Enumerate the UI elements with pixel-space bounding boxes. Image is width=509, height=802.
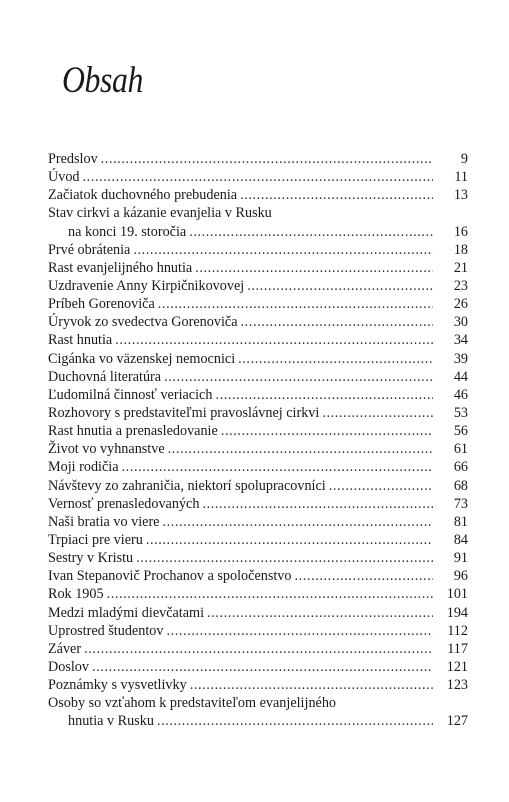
toc-page-number: 26 xyxy=(453,296,468,313)
toc-entry xyxy=(48,350,468,368)
toc-entry xyxy=(48,604,468,622)
toc-entry-label: Rok 1905 xyxy=(48,586,104,603)
toc-entry xyxy=(48,549,468,567)
toc-entry xyxy=(48,313,468,331)
toc-entry xyxy=(48,477,468,495)
toc-page-number: 53 xyxy=(453,404,468,421)
toc-page-number: 16 xyxy=(453,223,468,240)
toc-entry-label: Príbeh Gorenoviča xyxy=(48,296,155,313)
toc-page-number: 81 xyxy=(453,513,468,530)
toc-leader-dots xyxy=(166,622,433,640)
toc-entry xyxy=(48,531,468,549)
toc-entry xyxy=(48,259,468,277)
toc-page-number: 44 xyxy=(453,368,468,385)
toc-page-number: 61 xyxy=(453,441,468,458)
toc-leader-dots xyxy=(146,531,433,549)
toc-entry xyxy=(48,386,468,404)
toc-leader-dots xyxy=(221,422,433,440)
toc-entry-label: Medzi mladými dievčatami xyxy=(48,604,205,621)
toc-page-number: 46 xyxy=(453,386,468,403)
toc-leader-dots xyxy=(329,477,433,495)
toc-entry xyxy=(48,295,468,313)
toc-entry-label: Prvé obrátenia xyxy=(48,241,131,258)
toc-entry-label: Osoby so vzťahom k predstaviteľom evanjelijného xyxy=(48,695,337,712)
toc-entry-label: Doslov xyxy=(48,658,89,675)
toc-entry-label: Úvod xyxy=(48,169,80,186)
toc-entry xyxy=(48,440,468,458)
toc-entry xyxy=(48,622,468,640)
toc-leader-dots xyxy=(168,440,433,458)
toc-leader-dots xyxy=(84,640,433,658)
toc-entry xyxy=(48,186,468,204)
toc-page-number: 194 xyxy=(446,604,468,621)
toc-leader-dots xyxy=(240,186,433,204)
toc-leader-dots xyxy=(241,313,434,331)
toc-leader-dots xyxy=(322,404,433,422)
page-title: Obsah xyxy=(62,60,143,101)
toc-leader-dots xyxy=(164,368,433,386)
toc-entry-label: Život vo vyhnanstve xyxy=(48,441,165,458)
toc-leader-dots xyxy=(107,585,433,603)
toc-entry-label: Návštevy zo zahraničia, niektorí spolupracovníci xyxy=(48,477,326,494)
toc-entry xyxy=(48,223,468,241)
toc-entry xyxy=(48,658,468,676)
toc-leader-dots xyxy=(202,495,433,513)
toc-entry-label: Duchovná literatúra xyxy=(48,368,162,385)
toc-entry xyxy=(48,458,468,476)
toc-entry xyxy=(48,712,468,730)
toc-leader-dots xyxy=(195,259,433,277)
toc-entry-label: Stav cirkvi a kázanie evanjelia v Rusku xyxy=(48,205,272,222)
toc-entry-label: Úryvok zo svedectva Gorenoviča xyxy=(48,314,238,331)
toc-page-number: 23 xyxy=(453,277,468,294)
toc-page-number: 21 xyxy=(453,259,468,276)
toc-entry-label: Rast evanjelijného hnutia xyxy=(48,259,193,276)
toc-page-number: 66 xyxy=(453,459,468,476)
toc-entry-label: Rast hnutia xyxy=(48,332,113,349)
toc-entry-label: Predslov xyxy=(48,151,98,167)
toc-leader-dots xyxy=(207,604,433,622)
toc-entry-label: Trpiaci pre vieru xyxy=(48,531,143,548)
toc-entry-label: Začiatok duchovného prebudenia xyxy=(48,187,238,204)
toc-page-number: 127 xyxy=(446,713,468,730)
toc-entry-label: Ľudomilná činnosť veriacich xyxy=(48,386,213,403)
toc-page-number: 56 xyxy=(453,423,468,440)
toc-entry xyxy=(48,495,468,513)
toc-leader-dots xyxy=(215,386,433,404)
toc-page-number: 121 xyxy=(446,658,468,675)
toc-entry-label: Uzdravenie Anny Kirpičnikovovej xyxy=(48,277,245,294)
toc-page-number: 112 xyxy=(447,622,468,639)
toc-entry-label: Ivan Stepanovič Prochanov a spoločenstvo xyxy=(48,568,292,585)
toc-page-number: 84 xyxy=(453,531,468,548)
toc-leader-dots xyxy=(92,658,433,676)
toc-entry-label: Cigánka vo väzenskej nemocnici xyxy=(48,350,236,367)
toc-entry-line1 xyxy=(48,204,468,222)
toc-page-number: 117 xyxy=(447,640,468,657)
toc-entry-label: Rast hnutia a prenasledovanie xyxy=(48,423,218,440)
toc-page-number: 91 xyxy=(453,550,468,567)
toc-entry-label: Vernosť prenasledovaných xyxy=(48,495,200,512)
toc-entry-label: Rozhovory s predstaviteľmi pravoslávnej cirkvi xyxy=(48,404,320,421)
toc-entry xyxy=(48,368,468,386)
toc-leader-dots xyxy=(157,712,433,730)
toc-leader-dots xyxy=(101,150,433,168)
toc-entry xyxy=(48,150,468,168)
toc-page-number: 73 xyxy=(453,495,468,512)
toc-entry xyxy=(48,422,468,440)
toc-leader-dots xyxy=(158,295,433,313)
toc-entry-label-cont: na konci 19. storočia xyxy=(68,223,187,240)
toc-page-number: 68 xyxy=(453,477,468,494)
toc-page-number: 34 xyxy=(453,332,468,349)
toc-page-number: 13 xyxy=(453,187,468,204)
toc-entry xyxy=(48,567,468,585)
toc-entry-label: Moji rodičia xyxy=(48,459,119,476)
toc-page-number: 30 xyxy=(453,314,468,331)
toc-entry-label: Záver xyxy=(48,640,82,657)
toc-entry xyxy=(48,241,468,259)
toc-page-number: 11 xyxy=(454,169,468,186)
toc-entry xyxy=(48,331,468,349)
toc-leader-dots xyxy=(190,676,433,694)
toc-entry xyxy=(48,168,468,186)
toc-entry xyxy=(48,277,468,295)
table-of-contents xyxy=(48,150,468,731)
toc-page-number: 9 xyxy=(460,151,468,167)
toc-entry xyxy=(48,640,468,658)
toc-page-number: 96 xyxy=(453,568,468,585)
toc-entry xyxy=(48,585,468,603)
toc-leader-dots xyxy=(115,331,433,349)
toc-entry xyxy=(48,513,468,531)
toc-leader-dots xyxy=(238,350,433,368)
toc-page-number: 18 xyxy=(453,241,468,258)
toc-leader-dots xyxy=(189,223,433,241)
toc-page-number: 39 xyxy=(453,350,468,367)
toc-entry-line1 xyxy=(48,694,468,712)
toc-leader-dots xyxy=(162,513,433,531)
toc-entry-label: Uprostred študentov xyxy=(48,622,164,639)
toc-leader-dots xyxy=(295,567,434,585)
toc-entry-label: Sestry v Kristu xyxy=(48,550,134,567)
toc-leader-dots xyxy=(136,549,433,567)
toc-leader-dots xyxy=(247,277,433,295)
toc-entry-label-cont: hnutia v Rusku xyxy=(68,713,154,730)
toc-leader-dots xyxy=(122,458,433,476)
toc-leader-dots xyxy=(133,241,433,259)
toc-entry xyxy=(48,676,468,694)
toc-entry xyxy=(48,404,468,422)
toc-entry-label: Poznámky s vysvetlivky xyxy=(48,677,187,694)
toc-entry-label: Naši bratia vo viere xyxy=(48,513,160,530)
toc-leader-dots xyxy=(83,168,433,186)
toc-page-number: 123 xyxy=(446,677,468,694)
toc-page-number: 101 xyxy=(446,586,468,603)
